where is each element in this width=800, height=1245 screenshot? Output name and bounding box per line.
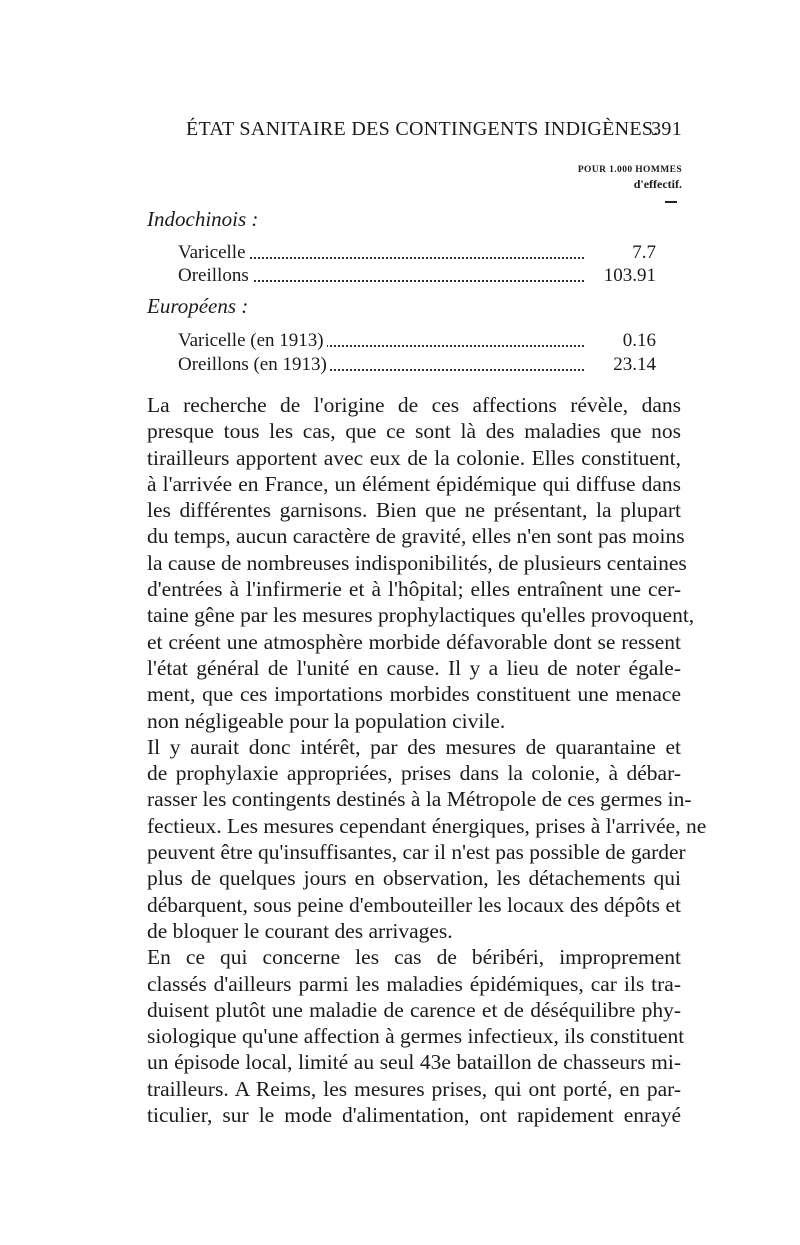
text-line: Il y aurait donc intérêt, par des mesures de quarantaine et bbox=[147, 734, 681, 759]
table-row bbox=[178, 352, 656, 378]
group-label-indochinois: Indochinois : bbox=[147, 207, 259, 231]
row-value: 0.16 bbox=[622, 330, 656, 351]
column-heading-rule bbox=[665, 201, 677, 203]
text-line: l'état général de l'unité en cause. Il y a lieu de noter égale- bbox=[147, 655, 681, 680]
text-line: un épisode local, limité au seul 43e bataillon de chasseurs mi- bbox=[147, 1050, 681, 1075]
row-value: 7.7 bbox=[632, 242, 656, 263]
column-heading-line1: POUR 1.000 HOMMES bbox=[577, 165, 682, 175]
text-line: la cause de nombreuses indisponibilités, de plusieurs centaines bbox=[147, 550, 687, 575]
text-line: trailleurs. A Reims, les mesures prises, qui ont porté, en par- bbox=[147, 1076, 681, 1101]
text-line: les différentes garnisons. Bien que ne présentant, la plupart bbox=[147, 498, 681, 523]
text-line: classés d'ailleurs parmi les maladies épidémiques, car ils tra- bbox=[147, 971, 681, 996]
row-label: Oreillons (en 1913) bbox=[178, 352, 330, 378]
text-line: à l'arrivée en France, un élément épidémique qui diffuse dans bbox=[147, 471, 681, 496]
text-line: duisent plutôt une maladie de carence et de déséquilibre phy- bbox=[147, 997, 681, 1022]
text-line: débarquent, sous peine d'embouteiller les locaux des dépôts et bbox=[147, 892, 681, 917]
group-label-europeens: Européens : bbox=[147, 294, 249, 318]
text-line: rasser les contingents destinés à la Métropole de ces germes in- bbox=[147, 787, 692, 812]
text-line: En ce qui concerne les cas de béribéri, improprement bbox=[147, 945, 681, 970]
paragraph bbox=[147, 392, 695, 734]
text-line: presque tous les cas, que ce sont là des maladies que nos bbox=[147, 419, 681, 444]
text-line: ment, que ces importations morbides constituent une menace bbox=[147, 682, 681, 707]
text-line: du temps, aucun caractère de gravité, elles n'en sont pas moins bbox=[147, 524, 685, 549]
text-line: ticulier, sur le mode d'alimentation, ont rapidement enrayé bbox=[147, 1103, 681, 1128]
text-line: La recherche de l'origine de ces affections révèle, dans bbox=[147, 393, 681, 417]
text-line: et créent une atmosphère morbide défavorable dont se ressent bbox=[147, 629, 681, 654]
row-value: 23.14 bbox=[613, 354, 656, 375]
text-line: plus de quelques jours en observation, les détachements qui bbox=[147, 866, 681, 891]
paragraph bbox=[147, 734, 707, 944]
table-row bbox=[178, 263, 656, 289]
column-heading-line2: d'effectif. bbox=[633, 177, 682, 191]
text-line: fectieux. Les mesures cependant énergiques, prises à l'arrivée, ne bbox=[147, 813, 707, 838]
text-line: de bloquer le courant des arrivages. bbox=[147, 918, 453, 943]
row-label: Varicelle (en 1913) bbox=[178, 328, 327, 354]
row-label: Varicelle bbox=[178, 240, 249, 266]
text-line: non négligeable pour la population civile. bbox=[147, 708, 506, 733]
text-line: d'entrées à l'infirmerie et à l'hôpital; elles entraînent une cer- bbox=[147, 577, 681, 602]
table-row bbox=[178, 328, 656, 354]
table-column-heading bbox=[578, 163, 682, 203]
text-line: tirailleurs apportent avec eux de la colonie. Elles constituent, bbox=[147, 445, 681, 470]
text-line: peuvent être qu'insuffisantes, car il n'est pas possible de garder bbox=[147, 840, 686, 865]
page-number: 391 bbox=[651, 118, 682, 140]
text-line: de prophylaxie appropriées, prises dans la colonie, à débar- bbox=[147, 761, 681, 786]
paragraph bbox=[147, 944, 685, 1128]
running-title: ÉTAT SANITAIRE DES CONTINGENTS INDIGÈNES. bbox=[186, 118, 659, 140]
body-text bbox=[147, 392, 707, 1128]
text-line: taine gêne par les mesures prophylactiques qu'elles provoquent, bbox=[147, 603, 695, 628]
row-value: 103.91 bbox=[603, 265, 656, 286]
text-line: siologique qu'une affection à germes infectieux, ils constituent bbox=[147, 1024, 685, 1049]
row-label: Oreillons bbox=[178, 263, 252, 289]
